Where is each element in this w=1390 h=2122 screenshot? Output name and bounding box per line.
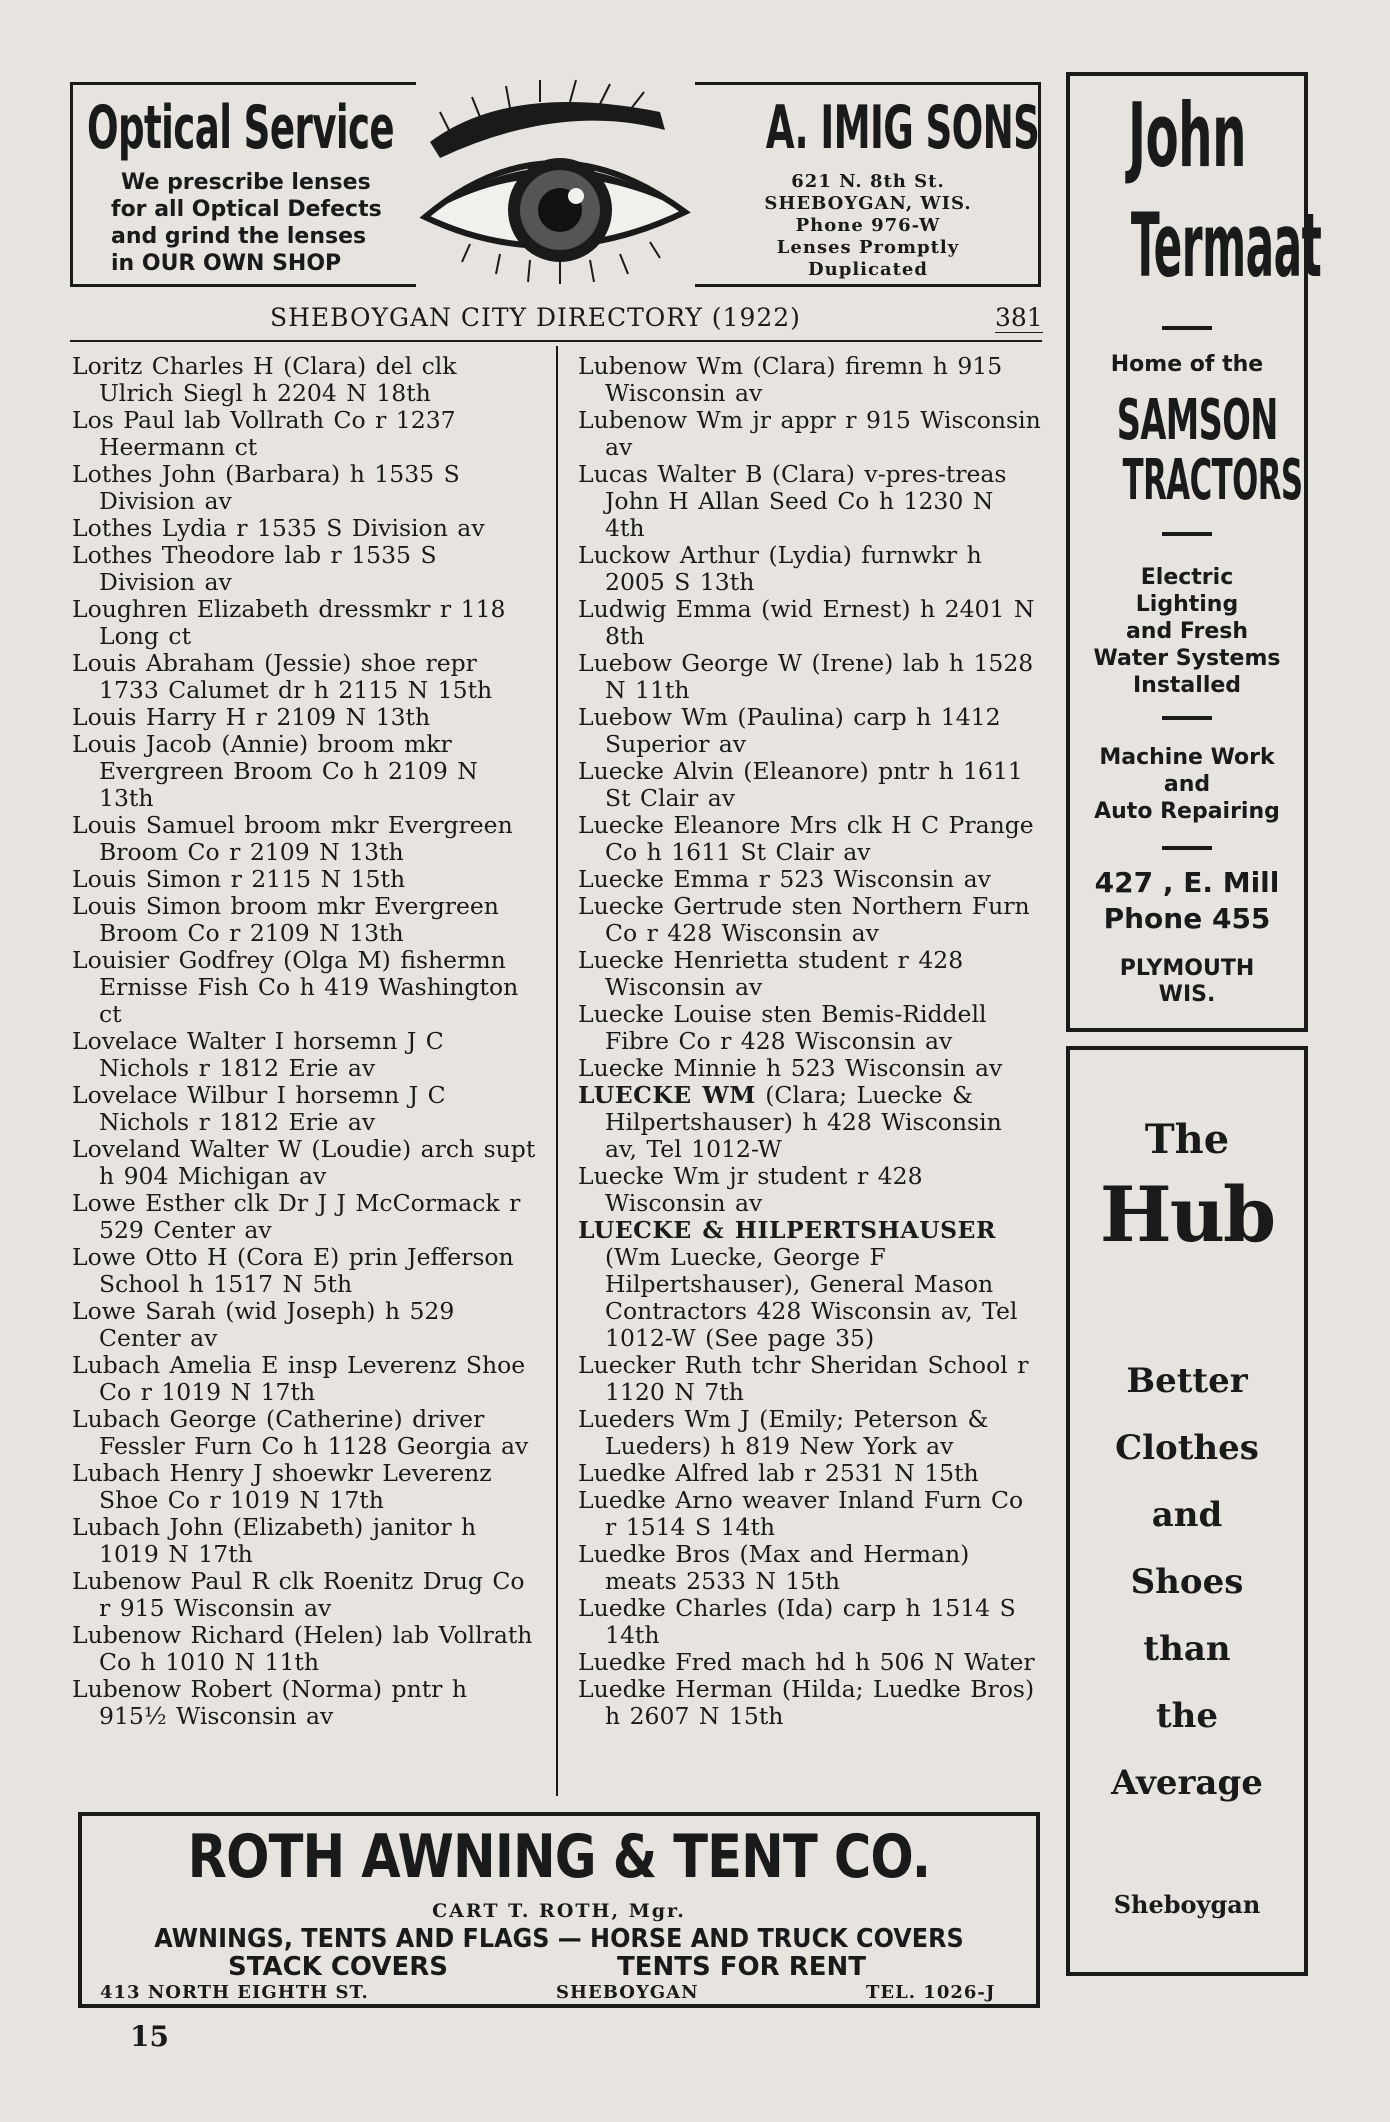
termaat-electric-line: Installed [1132,673,1242,698]
directory-entry [578,353,1042,407]
termaat-electric [1070,564,1304,699]
directory-entry [578,1352,1042,1406]
imig-ad-title: A. IMIG SONS [765,93,1040,163]
footer-page-number: 15 [130,2020,169,2053]
directory-entry [578,866,1042,893]
hub-line: Shoes [1130,1562,1244,1602]
entry-text: Luebow George W (Irene) lab h 1528 N 11th [578,649,1034,704]
entry-business-name: LUECKE WM [578,1081,756,1109]
directory-entry: Lowe Otto H (Cora E) prin Jefferson School h 1517 N 5th [72,1243,514,1298]
roth-tents-for-rent: TENTS FOR RENT [617,1952,866,1982]
imig-line: 621 N. 8th St. [791,171,945,192]
directory-entry: Loveland Walter W (Loudie) arch supt h 904 Michigan av [72,1135,536,1190]
directory-entry [578,947,1042,1001]
directory-entry: Louis Simon r 2115 N 15th [72,865,406,893]
entry-text: Luecke Minnie h 523 Wisconsin av [578,1054,1003,1082]
john-termaat-ad [1066,72,1322,1032]
directory-entry: Lothes John (Barbara) h 1535 S Division av [72,460,460,515]
directory-entry [578,1676,1042,1730]
the-hub-ad [1066,1046,1308,1976]
optical-ad-title: Optical Service [87,93,394,163]
entry-text: Luedke Bros (Max and Herman) meats 2533 N 15th [578,1540,970,1595]
directory-entry: Louisier Godfrey (Olga M) fishermn Ernisse Fish Co h 419 Washington ct [72,946,519,1028]
directory-entry: Lubach George (Catherine) driver Fessler Furn Co h 1128 Georgia av [72,1405,529,1460]
directory-entry: Louis Harry H r 2109 N 13th [72,703,431,731]
termaat-name-1: John [1128,84,1246,187]
directory-entry: Lovelace Wilbur I horsemn J C Nichols r 1812 Erie av [72,1081,446,1136]
directory-entry: Lubach Henry J shoewkr Leverenz Shoe Co r 1019 N 17th [72,1459,492,1514]
page-number: 381 [995,303,1043,332]
directory-entry [578,407,1042,461]
termaat-city [1070,956,1304,1008]
termaat-divider [1162,846,1212,850]
directory-entry: Loritz Charles H (Clara) del clk Ulrich Siegl h 2204 N 18th [72,352,457,407]
imig-ad-text [695,171,1041,281]
entry-text: Luedke Fred mach hd h 506 N Water [578,1648,1035,1676]
directory-entry [578,1217,1042,1352]
directory-entry: Lubach John (Elizabeth) janitor h 1019 N 17th [72,1513,477,1568]
entry-text: Luckow Arthur (Lydia) furnwkr h 2005 S 13th [578,541,982,596]
termaat-phone: Phone 455 [1103,902,1271,935]
optical-line: and grind the lenses [111,224,367,249]
hub-lines [1070,1348,1304,1817]
roth-tel: TEL. 1026-J [866,1982,996,2003]
directory-entry [578,1649,1042,1676]
directory-entry [578,1406,1042,1460]
termaat-electric-line: and Fresh [1125,619,1249,644]
entry-text: Lubenow Wm (Clara) firemn h 915 Wisconsin av [578,352,1003,407]
termaat-home-of: Home of the [1110,352,1264,377]
entry-text: Luecker Ruth tchr Sheridan School r 1120 N 7th [578,1351,1029,1406]
hub-line: Clothes [1115,1428,1259,1468]
directory-entry: Lothes Theodore lab r 1535 S Division av [72,541,437,596]
roth-manager: CART T. ROTH, Mgr. [432,1900,686,1922]
directory-entry: Lowe Esther clk Dr J J McCormack r 529 Center av [72,1189,521,1244]
hub-name: Hub [1099,1170,1275,1259]
entry-text: Lueders Wm J (Emily; Peterson & Lueders) h 819 New York av [578,1405,989,1460]
entry-text: (Wm Luecke, George F Hilpertshauser), General Mason Contractors 428 Wisconsin av, Tel 1012-W (See page 35) [605,1243,1018,1352]
directory-entry [578,650,1042,704]
entry-text: Luecke Emma r 523 Wisconsin av [578,865,991,893]
optical-line: We prescribe lenses [121,170,371,195]
termaat-electric-line: Electric [1140,565,1234,590]
directory-entry [578,1082,1042,1163]
entry-text: (Clara; Luecke & Hilpertshauser) h 428 Wisconsin av, Tel 1012-W [605,1081,1002,1163]
directory-entry [578,893,1042,947]
entry-text: Luecke Eleanore Mrs clk H C Prange Co h 1611 St Clair av [578,811,1034,866]
directory-entry: Los Paul lab Vollrath Co r 1237 Heermann ct [72,406,456,461]
roth-city: SHEBOYGAN [556,1982,699,2003]
directory-entry [578,704,1042,758]
running-head-rule [70,340,1042,342]
entry-text: Luebow Wm (Paulina) carp h 1412 Superior av [578,703,1001,758]
directory-entry [578,1001,1042,1055]
entry-text: Lubenow Wm jr appr r 915 Wisconsin av [578,406,1041,461]
directory-entry: Louis Simon broom mkr Evergreen Broom Co r 2109 N 13th [72,892,499,947]
entry-text: Ludwig Emma (wid Ernest) h 2401 N 8th [578,595,1035,650]
termaat-divider [1162,716,1212,720]
directory-entry [578,1487,1042,1541]
directory-entry: Louis Samuel broom mkr Evergreen Broom Co r 2109 N 13th [72,811,513,866]
termaat-product-1: SAMSON [1116,388,1278,453]
entry-text: Luecke Alvin (Eleanore) pntr h 1611 St Clair av [578,757,1023,812]
termaat-city-line: PLYMOUTH [1119,956,1255,981]
directory-entry: Louis Jacob (Annie) broom mkr Evergreen Broom Co h 2109 N 13th [72,730,478,812]
directory-entry: Lubenow Richard (Helen) lab Vollrath Co h 1010 N 11th [72,1621,533,1676]
eye-illustration-icon [410,72,700,292]
termaat-machine-line: Machine Work [1099,745,1275,770]
hub-the: The [1144,1116,1230,1163]
directory-entry [578,596,1042,650]
roth-line1: AWNINGS, TENTS AND FLAGS — HORSE AND TRUCK COVERS [154,1924,964,1954]
hub-line: Better [1126,1361,1248,1401]
directory-entry [578,1163,1042,1217]
termaat-product-2: TRACTORS [1122,448,1303,513]
directory-entry: Lowe Sarah (wid Joseph) h 529 Center av [72,1297,455,1352]
imig-line: Lenses Promptly [776,237,960,258]
entry-business-name: LUECKE & HILPERTSHAUSER [578,1216,996,1244]
termaat-electric-line: Lighting [1135,592,1239,617]
directory-entry [578,1460,1042,1487]
optical-ad-text [111,169,382,277]
entry-text: Luecke Henrietta student r 428 Wisconsin av [578,946,964,1001]
termaat-machine [1070,744,1304,825]
termaat-city-line: WIS. [1158,982,1216,1007]
directory-entry: Lothes Lydia r 1535 S Division av [72,514,485,542]
directory-entry: Louis Abraham (Jessie) shoe repr 1733 Calumet dr h 2115 N 15th [72,649,493,704]
entry-text: Luecke Louise sten Bemis-Riddell Fibre Co r 428 Wisconsin av [578,1000,987,1055]
termaat-divider [1162,326,1212,330]
roth-address: 413 NORTH EIGHTH ST. [100,1982,369,2003]
optical-service-ad [70,82,416,287]
entry-text: Luecke Gertrude sten Northern Furn Co r 428 Wisconsin av [578,892,1030,947]
termaat-divider [1162,532,1212,536]
directory-entry [578,1595,1042,1649]
termaat-address: 427 , E. Mill [1094,866,1280,899]
directory-entry: Lovelace Walter I horsemn J C Nichols r 1812 Erie av [72,1027,444,1082]
left-column [72,353,540,1730]
roth-title: ROTH AWNING & TENT CO. [187,1822,931,1892]
hub-city: Sheboygan [1113,1890,1261,1919]
column-divider [556,346,558,1796]
termaat-electric-line: Water Systems [1093,646,1281,671]
entry-text: Luedke Alfred lab r 2531 N 15th [578,1459,979,1487]
directory-entry [578,758,1042,812]
directory-entry: Lubenow Robert (Norma) pntr h 915½ Wisconsin av [72,1675,468,1730]
directory-entry: Lubenow Paul R clk Roenitz Drug Co r 915 Wisconsin av [72,1567,525,1622]
directory-entry: Loughren Elizabeth dressmkr r 118 Long ct [72,595,506,650]
right-column [578,353,1042,1730]
hub-line: and [1151,1495,1223,1535]
optical-line: in OUR OWN SHOP [111,251,342,276]
termaat-machine-line: Auto Repairing [1094,799,1280,824]
termaat-machine-line: and [1163,772,1211,797]
entry-text: Luedke Arno weaver Inland Furn Co r 1514 S 14th [578,1486,1024,1541]
entry-text: Lucas Walter B (Clara) v-pres-treas John H Allan Seed Co h 1230 N 4th [578,460,1007,542]
directory-entry [578,812,1042,866]
termaat-name-2: Termaat [1130,194,1322,297]
imig-line: SHEBOYGAN, WIS. [764,193,972,214]
entry-text: Luedke Charles (Ida) carp h 1514 S 14th [578,1594,1016,1649]
hub-line: than [1143,1629,1231,1669]
directory-entry [578,542,1042,596]
entry-text: Luedke Herman (Hilda; Luedke Bros) h 2607 N 15th [578,1675,1035,1730]
imig-line: Phone 976-W [795,215,941,236]
roth-awning-ad [78,1812,1040,2008]
directory-entry [578,1541,1042,1595]
directory-entry: Lubach Amelia E insp Leverenz Shoe Co r 1019 N 17th [72,1351,526,1406]
directory-entry [578,1055,1042,1082]
directory-entry [578,461,1042,542]
hub-line: Average [1111,1763,1263,1803]
running-head-title: SHEBOYGAN CITY DIRECTORY (1922) [270,303,801,332]
hub-line: the [1155,1696,1219,1736]
imig-line: Duplicated [808,259,928,280]
entry-text: Luecke Wm jr student r 428 Wisconsin av [578,1162,923,1217]
roth-stack-covers: STACK COVERS [228,1952,448,1982]
imig-sons-ad [695,82,1041,287]
optical-line: for all Optical Defects [111,197,382,222]
